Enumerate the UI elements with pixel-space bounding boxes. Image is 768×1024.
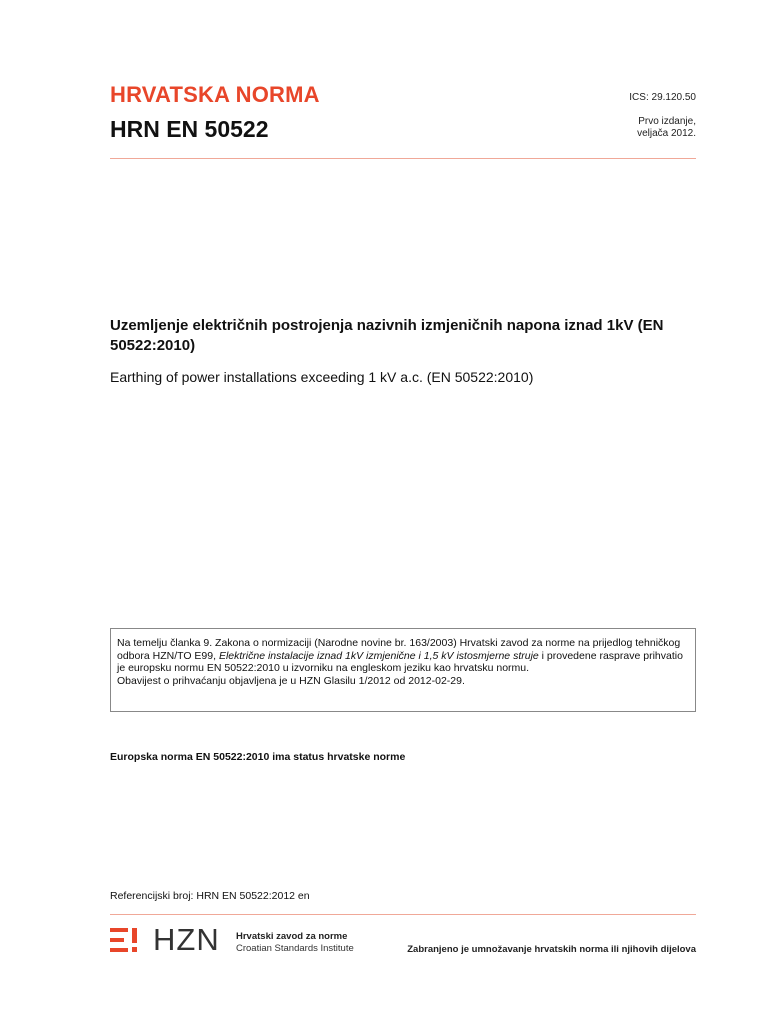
- notice-committee-name: Električne instalacije iznad 1kV izmjenične i 1,5 kV istosmjerne struje: [218, 649, 539, 662]
- title-croatian: Uzemljenje električnih postrojenja nazivnih izmjeničnih napona iznad 1kV (EN 50522:2010): [110, 317, 664, 354]
- status-statement: Europska norma EN 50522:2010 ima status hrvatske norme: [110, 751, 406, 763]
- notice-publication-line: Obavijest o prihvaćanju objavljena je u HZN Glasilu 1/2012 od 2012-02-29.: [117, 674, 465, 687]
- standard-code-heading: HRN EN 50522: [110, 116, 269, 142]
- copyright-notice: Zabranjeno je umnožavanje hrvatskih norma ili njihovih dijelova: [407, 944, 696, 955]
- edition-info: [637, 116, 696, 140]
- hzn-logo-icon: [110, 928, 138, 952]
- header-divider: [110, 158, 696, 159]
- reference-number: Referencijski broj: HRN EN 50522:2012 en: [110, 890, 310, 902]
- title-english: Earthing of power installations exceeding 1 kV a.c. (EN 50522:2010): [110, 369, 534, 385]
- notice-part-1: Na temelju članka 9. Zakona o normizaciji (Narodne novine br. 163/2003) Hrvatski zavod za norme na prijedlog tehničkog odbora HZN/TO E99,: [117, 637, 681, 662]
- footer-divider: [110, 914, 696, 915]
- adoption-notice-text: [117, 637, 689, 675]
- ics-code: ICS: 29.120.50: [629, 92, 696, 103]
- edition-line-2: veljača 2012.: [637, 128, 696, 139]
- edition-line-1: Prvo izdanje,: [638, 116, 696, 127]
- notice-part-2: i provedene rasprave prihvatio je europsku normu EN 50522:2010 u izvorniku na engleskom jeziku kao hrvatsku normu.: [117, 649, 683, 674]
- org-name: Hrvatski zavod za norme: [236, 931, 348, 942]
- adoption-notice-box: [110, 628, 696, 712]
- org-name-english: Croatian Standards Institute: [236, 943, 354, 954]
- hzn-logo-text: HZN: [153, 922, 220, 957]
- standard-brand-heading: HRVATSKA NORMA: [110, 82, 320, 107]
